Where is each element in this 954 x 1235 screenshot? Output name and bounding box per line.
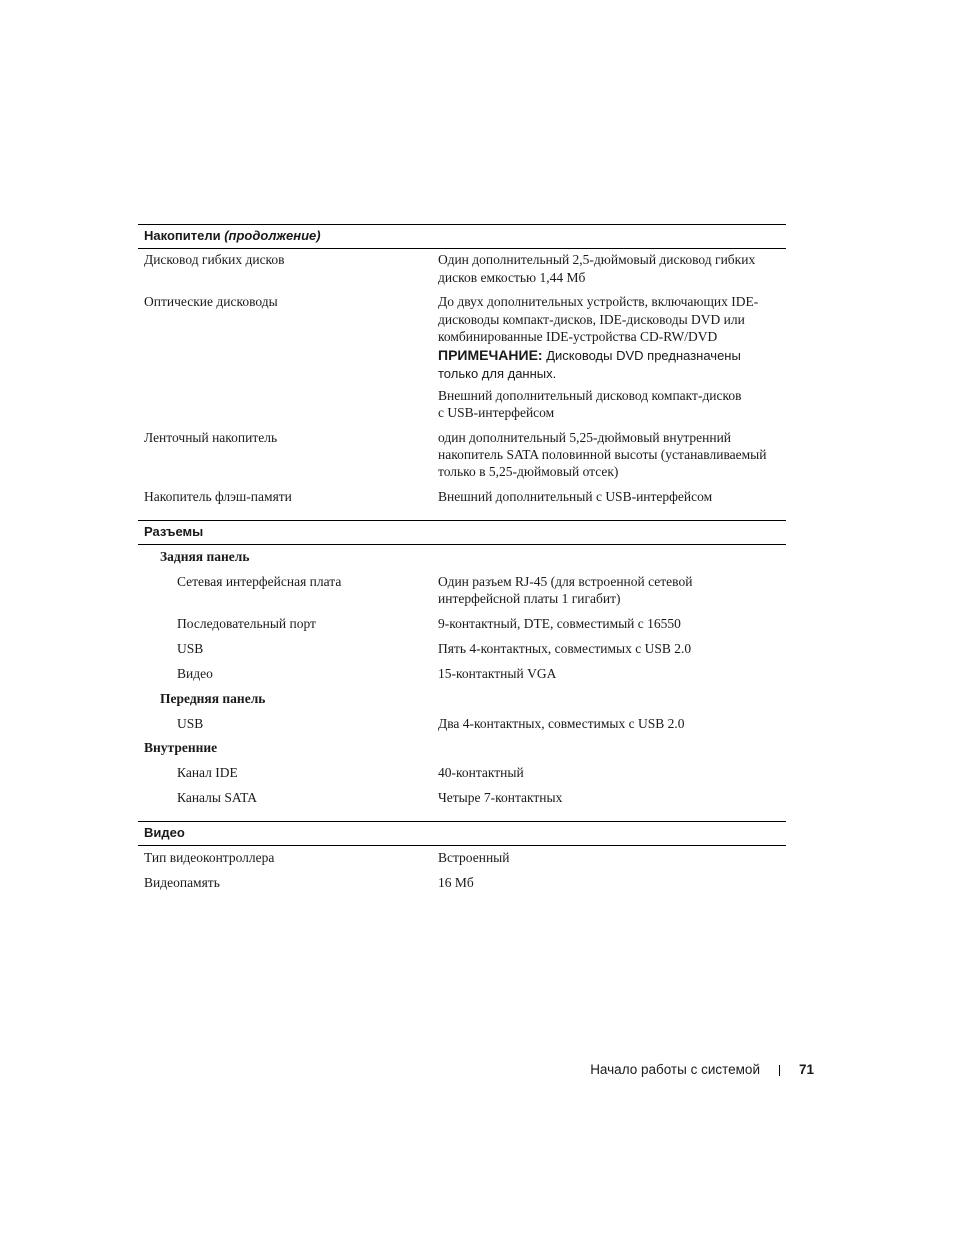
floppy-value-line-2: дисков емкостью 1,44 Мб <box>438 270 586 285</box>
note-line-1 <box>438 347 741 365</box>
ide-label: Канал IDE <box>177 765 238 780</box>
sata-label: Каналы SATA <box>177 790 258 805</box>
video-connector-label: Видео <box>177 666 213 681</box>
optical-label: Оптические дисководы <box>144 294 278 309</box>
video-connector-value: 15-контактный VGA <box>438 666 557 681</box>
footer-separator <box>779 1065 780 1076</box>
front-usb-label: USB <box>177 716 204 731</box>
serial-label: Последовательный порт <box>177 616 316 631</box>
nic-value-line-1: Один разъем RJ-45 (для встроенной сетевой <box>438 574 693 589</box>
rear-panel-heading: Задняя панель <box>160 549 250 564</box>
nic-value-line-2: интерфейсной платы 1 гигабит) <box>438 591 621 606</box>
internal-heading: Внутренние <box>144 740 218 755</box>
nic-label: Сетевая интерфейсная плата <box>177 574 342 589</box>
usb-label: USB <box>177 641 204 656</box>
ide-value: 40-контактный <box>438 765 524 780</box>
flash-label: Накопитель флэш-памяти <box>144 489 292 504</box>
optical-value-line-2: дисководы компакт-дисков, IDE-дисководы DVD или <box>438 312 745 327</box>
optical-extra-line-1: Внешний дополнительный дисковод компакт-дисков <box>438 388 742 403</box>
note-label: ПРИМЕЧАНИЕ: <box>438 347 543 363</box>
front-usb-value: Два 4-контактных, совместимых с USB 2.0 <box>438 716 685 731</box>
note-text-2: только для данных. <box>438 366 557 381</box>
section-title-storage: Накопители <box>144 228 221 243</box>
section-header-connectors <box>138 520 786 545</box>
section-title-connectors: Разъемы <box>144 524 204 539</box>
page-number: 71 <box>799 1062 815 1077</box>
tape-value-line-1: один дополнительный 5,25-дюймовый внутренний <box>438 430 732 445</box>
usb-value: Пять 4-контактных, совместимых с USB 2.0 <box>438 641 692 656</box>
serial-value: 9-контактный, DTE, совместимый с 16550 <box>438 616 681 631</box>
optical-value-line-3: комбинированные IDE-устройства CD-RW/DVD <box>438 329 718 344</box>
video-controller-value: Встроенный <box>438 850 510 865</box>
section-header-video <box>138 821 786 846</box>
tape-label: Ленточный накопитель <box>144 430 278 445</box>
front-panel-heading: Передняя панель <box>160 691 266 706</box>
video-memory-value: 16 Мб <box>438 875 474 890</box>
floppy-value-line-1: Один дополнительный 2,5-дюймовый дисковод гибких <box>438 252 756 267</box>
flash-value: Внешний дополнительный с USB-интерфейсом <box>438 489 713 504</box>
sata-value: Четыре 7-контактных <box>438 790 563 805</box>
optical-value-line-1: До двух дополнительных устройств, включающих IDE- <box>438 294 759 309</box>
optical-extra-line-2: с USB-интерфейсом <box>438 405 555 420</box>
footer-section-title: Начало работы с системой <box>590 1062 760 1077</box>
floppy-label: Дисковод гибких дисков <box>144 252 285 267</box>
video-memory-label: Видеопамять <box>144 875 220 890</box>
tape-value-line-2: накопитель SATA половинной высоты (устанавливаемый <box>438 447 767 462</box>
note-text-1: Дисководы DVD предназначены <box>546 348 741 363</box>
video-controller-label: Тип видеоконтроллера <box>144 850 275 865</box>
tape-value-line-3: только в 5,25-дюймовый отсек) <box>438 464 619 479</box>
section-title-suffix: (продолжение) <box>224 228 321 243</box>
section-header-storage <box>138 224 786 249</box>
section-title-video: Видео <box>144 825 185 840</box>
